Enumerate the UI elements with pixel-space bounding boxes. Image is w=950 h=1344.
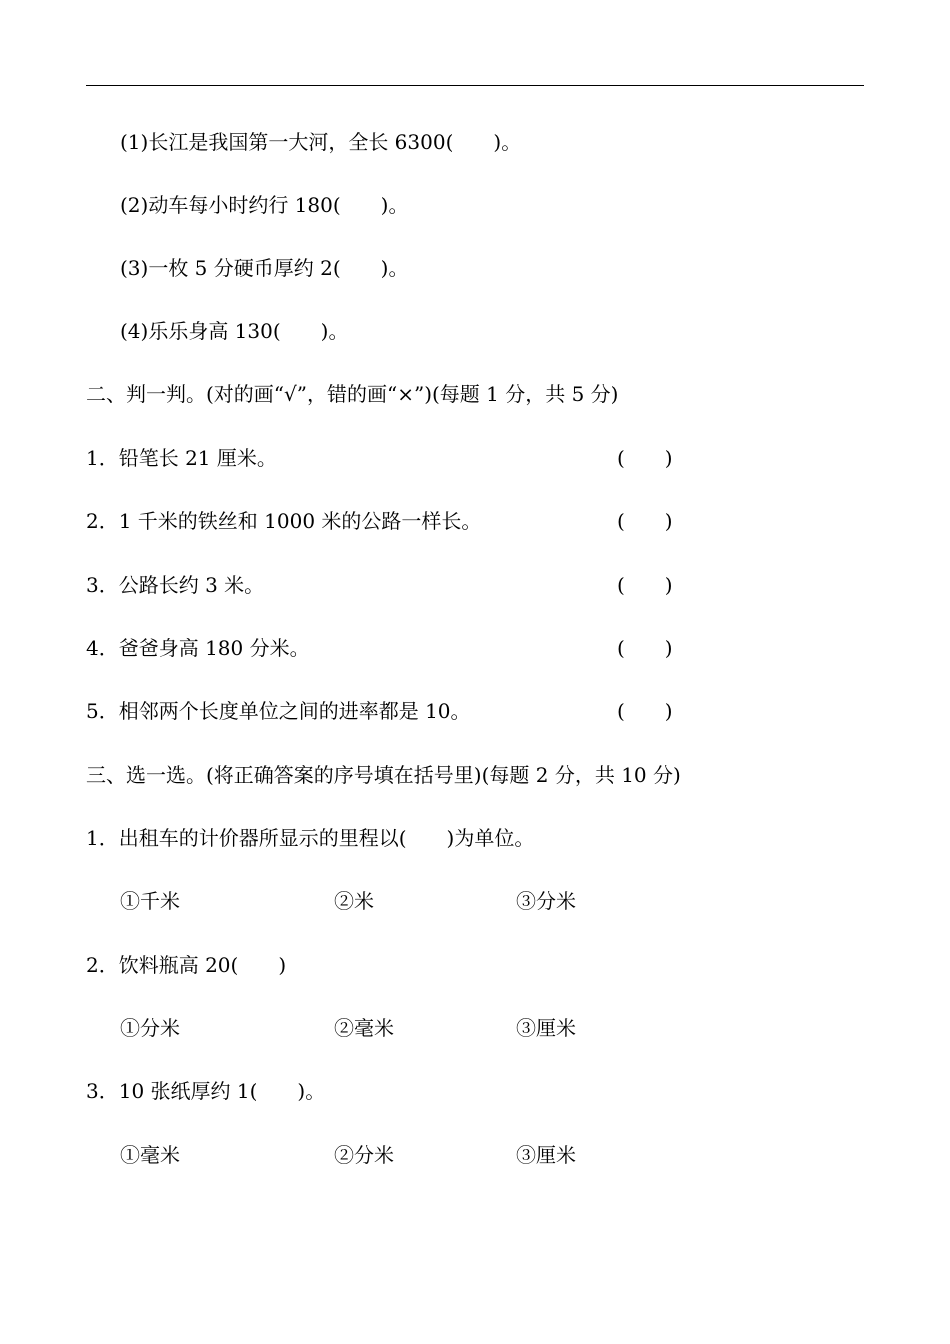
fill-item-3: (3)一枚 5 分硬币厚约 2( )。: [120, 256, 409, 280]
fill-item-4: (4)乐乐身高 130( )。: [120, 319, 349, 343]
choice-3-option-1: ①毫米: [120, 1143, 180, 1167]
judge-item-5: 5．相邻两个长度单位之间的进率都是 10。: [86, 699, 471, 723]
choice-3-option-2: ②分米: [334, 1143, 394, 1167]
header-rule: [86, 85, 864, 86]
choice-1-option-1: ①千米: [120, 889, 180, 913]
fill-item-1: (1)长江是我国第一大河，全长 6300( )。: [120, 130, 522, 154]
choice-question-3: 3．10 张纸厚约 1( )。: [86, 1079, 326, 1103]
choice-1-option-3: ③分米: [516, 889, 576, 913]
fill-item-2: (2)动车每小时约行 180( )。: [120, 193, 409, 217]
choice-question-2: 2．饮料瓶高 20( ): [86, 953, 287, 977]
judge-answer-1[interactable]: ( ): [617, 446, 673, 470]
judge-answer-2[interactable]: ( ): [617, 509, 673, 533]
choice-question-1: 1．出租车的计价器所显示的里程以( )为单位。: [86, 826, 535, 850]
choice-2-option-2: ②毫米: [334, 1016, 394, 1040]
choice-1-option-2: ②米: [334, 889, 374, 913]
judge-answer-4[interactable]: ( ): [617, 636, 673, 660]
choice-2-option-1: ①分米: [120, 1016, 180, 1040]
judge-item-4: 4．爸爸身高 180 分米。: [86, 636, 310, 660]
section-2-title: 二、判一判。(对的画“√”，错的画“×”)(每题 1 分，共 5 分): [86, 382, 619, 406]
judge-answer-3[interactable]: ( ): [617, 573, 673, 597]
choice-2-option-3: ③厘米: [516, 1016, 576, 1040]
choice-3-option-3: ③厘米: [516, 1143, 576, 1167]
judge-item-1: 1．铅笔长 21 厘米。: [86, 446, 277, 470]
judge-answer-5[interactable]: ( ): [617, 699, 673, 723]
section-3-title: 三、选一选。(将正确答案的序号填在括号里)(每题 2 分，共 10 分): [86, 763, 681, 787]
judge-item-3: 3．公路长约 3 米。: [86, 573, 265, 597]
judge-item-2: 2．1 千米的铁丝和 1000 米的公路一样长。: [86, 509, 482, 533]
